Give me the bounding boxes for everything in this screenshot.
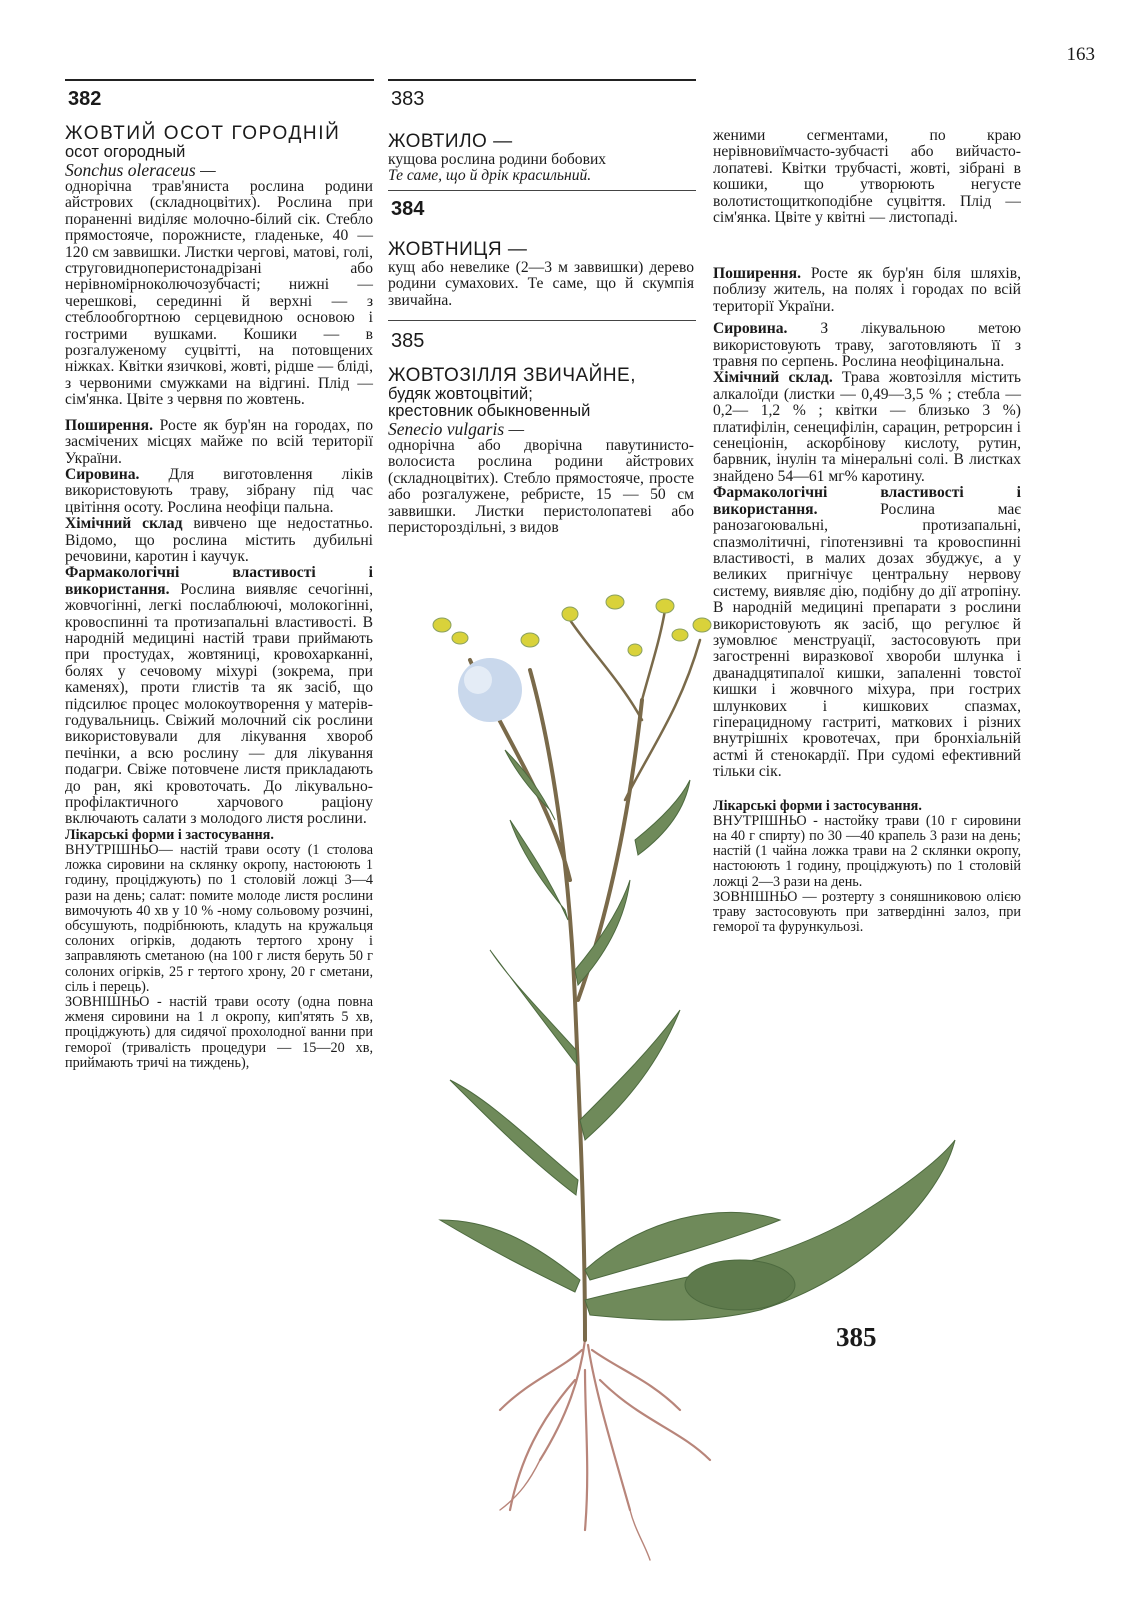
column-rule xyxy=(388,79,696,81)
entry-number-384: 384 xyxy=(391,198,425,220)
latin-name: Senecio vulgaris — xyxy=(388,419,525,439)
spread-paragraph: Поширення. Росте як бур'ян біля шляхів, поблизу житель, на полях і городах по всій території України. xyxy=(713,265,1021,315)
forms-heading: Лікарські форми і застосування. xyxy=(65,826,274,843)
raw-paragraph: Сировина. Для виготовлення ліків використовують траву, зібрану під час цвітіння осоту. Рослина неофіци пальна. xyxy=(65,465,373,516)
forms-external: ЗОВНІШНЬО - настій трави осоту (одна повна жменя сировини на 1 л окропу, кип'ятять 5 хв, проціджують) для сидячої прохолодної ванни при геморої (тривалість процедури — 15—20 хв, приймають тричі на тиждень), xyxy=(65,994,373,1071)
chem-heading: Хімічний склад xyxy=(65,515,183,533)
description: однорічна трав'яниста рослина родини айстрових (складноцвітих). Рослина при пораненні виділяє молочно-білий сік. Стебло прямостояче, порожнисте, гладеньке, 40 — 120 см заввишки. Листки чергові, матові, голі, струговидноперистонадрізані або нерівномірноколючозубчасті; нижні — черешкові, серединні й верхні — з стеблообгортною серцевидною основою і гострими вушками. Кошики — в розгалуженому суцвітті, на потовщених ніжках. Квітки язичкові, жовті, рідше — бліді, з червоними смужками на відгині. Плід — сім'янка. Цвіте з червня по жовтень. xyxy=(65,178,373,409)
forms-heading: Лікарські форми і застосування. xyxy=(713,797,922,814)
forms-internal: ВНУТРІШНЬО - настойку трави (10 г сировини на 40 г спирту) по 30 —40 крапель 3 рази на день; настій (1 чайна ложка трави на 2 склянки окропу, настоюють 1 годину, проціджують) по 1 столовій ложці 2—3 рази на день. xyxy=(713,812,1021,890)
entry-rule xyxy=(388,190,696,191)
chem-heading: Хімічний склад. xyxy=(713,369,833,387)
plant-illustration xyxy=(380,580,980,1570)
latin-name: Sonchus oleraceus — xyxy=(65,160,216,180)
entry-383 xyxy=(388,128,694,185)
description: кущова рослина родини бобових xyxy=(388,151,607,168)
spread-paragraph: Поширення. Росте як бур'ян на городах, по засмічених місцях майже по всій території України. xyxy=(65,416,373,467)
raw-heading: Сировина. xyxy=(713,320,788,338)
alt-name: будяк жовтоцвітий; xyxy=(388,385,533,403)
column-rule xyxy=(65,79,374,81)
pharm-heading: Фармакологічні властивості і використання. xyxy=(65,564,373,598)
raw-heading: Сировина. xyxy=(65,465,140,483)
russian-name: осот огородный xyxy=(65,143,186,161)
entry-384 xyxy=(388,240,694,309)
forms-external: ЗОВНІШНЬО — розтерту з соняшниковою олією траву застосовують при затвердінні залоз, при геморої та фурункульозі. xyxy=(713,888,1021,936)
entry-number-383: 383 xyxy=(391,88,425,110)
description: однорічна або дворічна павутинисто-волосиста рослина родини айстрових (складноцвітих). Стебло прямостояче, просте або розгалужене, ребристе, 15 — 50 см заввишки. Листки перистолопатеві або перистороздільні, з видов xyxy=(388,438,694,537)
description: кущ або невелике (2—3 м заввишки) дерево родини сумахових. Те саме, що й скумпія звичайна. xyxy=(388,259,694,309)
roots xyxy=(500,1340,710,1560)
seed-head xyxy=(458,658,522,722)
pharm-heading: Фармакологічні властивості і використання. xyxy=(713,484,1021,518)
entry-382 xyxy=(65,124,373,1071)
page-number: 163 xyxy=(1066,44,1095,65)
entry-number-382: 382 xyxy=(68,88,102,110)
description-continued: женими сегментами, по краю нерівновиїмчасто-зубчасті або вийчасто-лопатеві. Квітки трубчасті, жовті, зібрані в кошики, що утворюють негусте волотистощиткоподібне суцвіття. Плід — сім'янка. Цвіте у квітні — листопаді. xyxy=(713,128,1021,227)
russian-name: крестовник обыкновенный xyxy=(388,402,591,420)
chem-paragraph: Хімічний склад. Трава жовтозілля містить алкалоїди (листки — 0,49—3,5 % ; стебла — 0,2— 1,2 % ; квітки — близько 3 %) платифілін, сенецифілін, сарацин, ретрорсин і сенеціонін, аскорбінову кислоту, рутин, барвник, інулін та мінеральні солі. В листках знайдено 54—61 мг% каротину. xyxy=(713,369,1021,485)
pharm-paragraph: Фармакологічні властивості і використання. Рослина виявляє сечогінні, жовчогінні, легкі послаблюючі, молокогінні, кровоспинні та протизапальні властивості. В народній медицині настій трави приймають при простудах, жовтяниці, кровохарканні, болях у сечовому міхурі (зокрема, при каменях), проти глистів та як засіб, що підсилює процес молокоутворення у матерів-годувальниць. Свіжий молочний сік рослини використовували для лікування хвороб печінки, а всю рослину — для лікування подагри. Свіже потовчене листя прикладають до ран, які кровоточать. До лікувально-профілактичного харчового раціону включають салати з молодого листя рослини. xyxy=(65,564,374,828)
leaves xyxy=(440,750,955,1320)
entry-number-385: 385 xyxy=(391,330,425,352)
pharm-paragraph: Фармакологічні властивості і використання. Рослина має ранозагоювальні, протизапальні, спазмолітичні, гіпотензивні та кровоспинні властивості, в малих дозах збуджує, а у великих пригнічує центральну нервову систему, виявляє дію, подібну до дії атропіну. В народній медицині препарати з рослини використовують як засіб, що регулює й зумовлює менструації, застосовують при загостренні виразкової хвороби шлунка і дванадцятипалої кишки, запаленні товстої кишки і жовчного міхура, при гострих шлункових і кишкових спазмах, гіперацидному гастриті, маткових і різних внутрішніх кровотечах, при бронхіальній астмі й стенокардії. При судомі ефективний тільки сік. xyxy=(713,484,1021,781)
see-also: Те саме, що й дрік красильний. xyxy=(388,167,592,185)
raw-paragraph: Сировина. З лікувальною метою використовують траву, заготовляють її з травня по серпень. Рослина неофіцинальна. xyxy=(713,320,1021,371)
chem-paragraph: Хімічний склад вивчено ще недостатньо. Відомо, що рослина містить дубильні речовини, каротин і каучук. xyxy=(65,515,373,565)
forms-internal: ВНУТРІШНЬО— настій трави осоту (1 столова ложка сировини на склянку окропу, настоюють 1 годину, проціджують) по 1 столовій ложці 3—4 рази на день; салат: помите молоде листя рослини вимочують 40 хв у 10 % -ному сольовому розчині, обсушують, подрібнюють, кладуть на кружальця солоних огірків, додають тертого хрону і заправляють сметаною (на 100 г листя беруть 50 г солоних огірків, 25 г тертого хрону, 20 г сметани, сіль і перець). xyxy=(65,842,373,995)
entry-title: ЖОВТОЗІЛЛЯ ЗВИЧАЙНЕ, xyxy=(388,365,637,386)
entry-title: ЖОВТИЛО — xyxy=(388,131,513,152)
entry-rule xyxy=(388,320,696,321)
flower-heads xyxy=(433,595,711,656)
spread-heading: Поширення. xyxy=(713,265,801,282)
plate-number: 385 xyxy=(836,1322,877,1352)
entry-title: ЖОВТИЙ ОСОТ ГОРОДНІЙ xyxy=(65,123,341,144)
spread-heading: Поширення. xyxy=(65,416,153,434)
entry-title: ЖОВТНИЦЯ — xyxy=(388,239,528,260)
entry-385-intro xyxy=(388,366,694,586)
